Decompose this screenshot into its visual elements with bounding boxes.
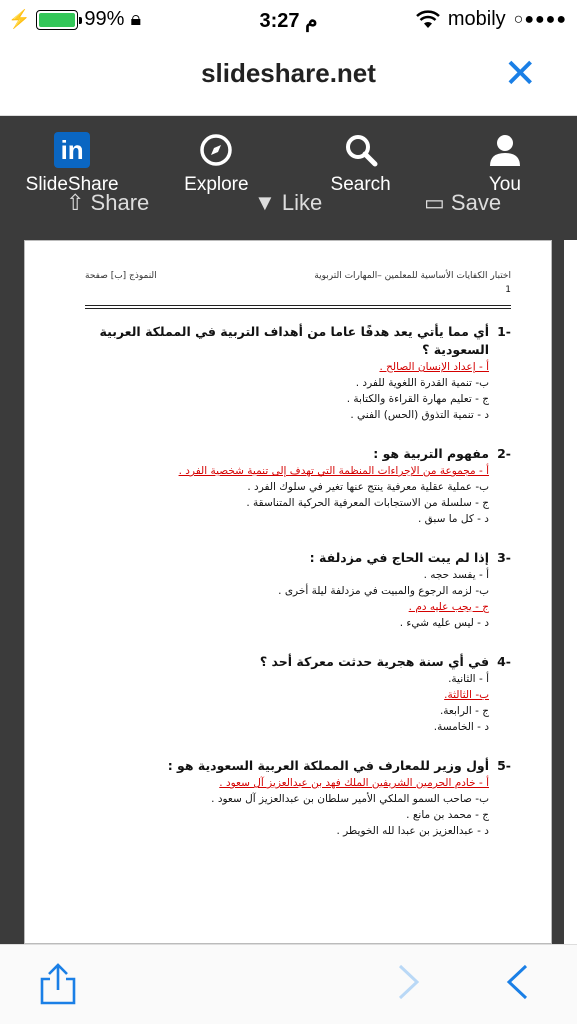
question-number: -5 xyxy=(497,758,511,773)
action-bar xyxy=(0,190,577,220)
question-title xyxy=(85,653,511,671)
compass-icon xyxy=(198,132,234,168)
answer-option: ب- عملية عقلية معرفية ينتج عنها تغير في سلوك الفرد . xyxy=(247,481,489,493)
document xyxy=(25,241,551,839)
answer-option-correct: أ - مجموعة من الإجراءات المنظمة التي تهدف إلى تنمية شخصية الفرد . xyxy=(178,465,489,477)
question-item xyxy=(85,757,511,839)
question-text: إذا لم يبت الحاج في مزدلفة : xyxy=(309,550,489,565)
answer-option: أ - الثانية. xyxy=(448,673,489,685)
charging-icon: ⚡ xyxy=(8,9,31,29)
doc-header-title: اختبار الكفايات الأساسية للمعلمين –المهارات التربوية xyxy=(314,271,511,281)
answer-option: د - تنمية التذوق (الحس) الفني . xyxy=(350,409,489,421)
question-text: أول وزير للمعارف في المملكة العربية السعودية هو : xyxy=(167,758,489,773)
doc-page-number: 1 xyxy=(505,285,511,295)
answer-option: ج - سلسلة من الاستجابات المعرفية الحركية المتناسقة . xyxy=(246,497,489,509)
share-sheet-button[interactable] xyxy=(38,963,78,1009)
question-text: مفهوم التربية هو : xyxy=(373,446,489,461)
nav-label: SlideShare xyxy=(25,174,119,195)
answer-option: د - كل ما سبق . xyxy=(418,513,489,525)
slide-page[interactable] xyxy=(24,240,552,944)
address-domain[interactable]: slideshare.net xyxy=(201,58,376,88)
nav-label: Explore xyxy=(184,174,249,195)
question-text: في أي سنة هجرية حدثت معركة أحد ؟ xyxy=(259,654,489,669)
divider xyxy=(85,305,511,309)
answer-option: ب- صاحب السمو الملكي الأمير سلطان بن عبدالعزيز آل سعود . xyxy=(211,793,489,805)
rotation-lock-icon: 🔒︎ xyxy=(130,8,142,30)
slide-viewer[interactable] xyxy=(0,220,577,944)
doc-header xyxy=(85,271,511,281)
next-slide-edge[interactable] xyxy=(564,240,584,944)
nav-label: Search xyxy=(330,174,391,195)
answer-option: ج - الرابعة. xyxy=(439,705,489,717)
question-text: أي مما يأتي يعد هدفًا عاما من أهداف التربية في المملكة العربية السعودية ؟ xyxy=(99,324,489,357)
question-item xyxy=(85,549,511,631)
bottom-toolbar xyxy=(0,944,577,1024)
address-bar xyxy=(0,40,577,116)
question-item xyxy=(85,445,511,527)
question-number: -4 xyxy=(497,654,511,669)
answer-option: ج - تعليم مهارة القراءة والكتابة . xyxy=(346,393,489,405)
doc-header-form: النموذج [ب] صفحة xyxy=(85,271,157,281)
chevron-right-icon xyxy=(396,963,422,1001)
answer-option: د - ليس عليه شيء . xyxy=(399,617,489,629)
question-title xyxy=(85,757,511,775)
question-title xyxy=(85,323,511,359)
like-button[interactable]: ▼ Like xyxy=(254,190,323,215)
question-item xyxy=(85,323,511,423)
status-time: 3:27 م xyxy=(259,10,318,32)
search-icon xyxy=(343,132,379,168)
answer-option: د - عبدالعزيز بن عبدا لله الخويطر . xyxy=(336,825,489,837)
nav-label: You xyxy=(488,174,521,195)
question-title xyxy=(85,549,511,567)
wifi-icon xyxy=(416,11,440,29)
answer-option-correct: أ - خادم الحرمين الشريفين الملك فهد بن عبدالعزيز آل سعود . xyxy=(219,777,489,789)
question-list xyxy=(85,323,511,839)
status-bar xyxy=(0,0,577,40)
user-icon xyxy=(487,132,523,168)
answer-option: أ - يفسد حجه . xyxy=(423,569,489,581)
share-icon xyxy=(38,963,78,1005)
answer-option: ج - محمد بن مانع . xyxy=(406,809,489,821)
question-number: -2 xyxy=(497,446,511,461)
question-number: -1 xyxy=(497,324,511,339)
carrier-name: mobily xyxy=(447,8,506,30)
share-button[interactable]: ⇧ Share xyxy=(66,190,150,215)
status-right xyxy=(416,8,567,31)
linkedin-icon: in xyxy=(54,132,90,168)
close-icon[interactable]: ✕ xyxy=(503,51,537,97)
question-title xyxy=(85,445,511,463)
signal-strength: ○●●●● xyxy=(513,10,567,28)
answer-option: ب- تنمية القدرة اللغوية للفرد . xyxy=(355,377,489,389)
answer-option-correct: ج - يجب عليه دم . xyxy=(408,601,489,613)
forward-button[interactable] xyxy=(396,963,422,1010)
answer-option: ب- لزمه الرجوع والمبيت في مزدلفة ليلة أخرى . xyxy=(278,585,489,597)
back-button[interactable] xyxy=(504,963,530,1010)
answer-option: د - الخامسة. xyxy=(433,721,489,733)
battery-percent: 99% xyxy=(84,8,125,30)
answer-option-correct: ب- الثالثة. xyxy=(444,689,489,701)
save-button[interactable]: ▭ Save xyxy=(424,190,502,215)
question-number: -3 xyxy=(497,550,511,565)
chevron-left-icon xyxy=(504,963,530,1001)
answer-option-correct: أ - إعداد الإنسان الصالح . xyxy=(379,361,489,373)
question-item xyxy=(85,653,511,735)
